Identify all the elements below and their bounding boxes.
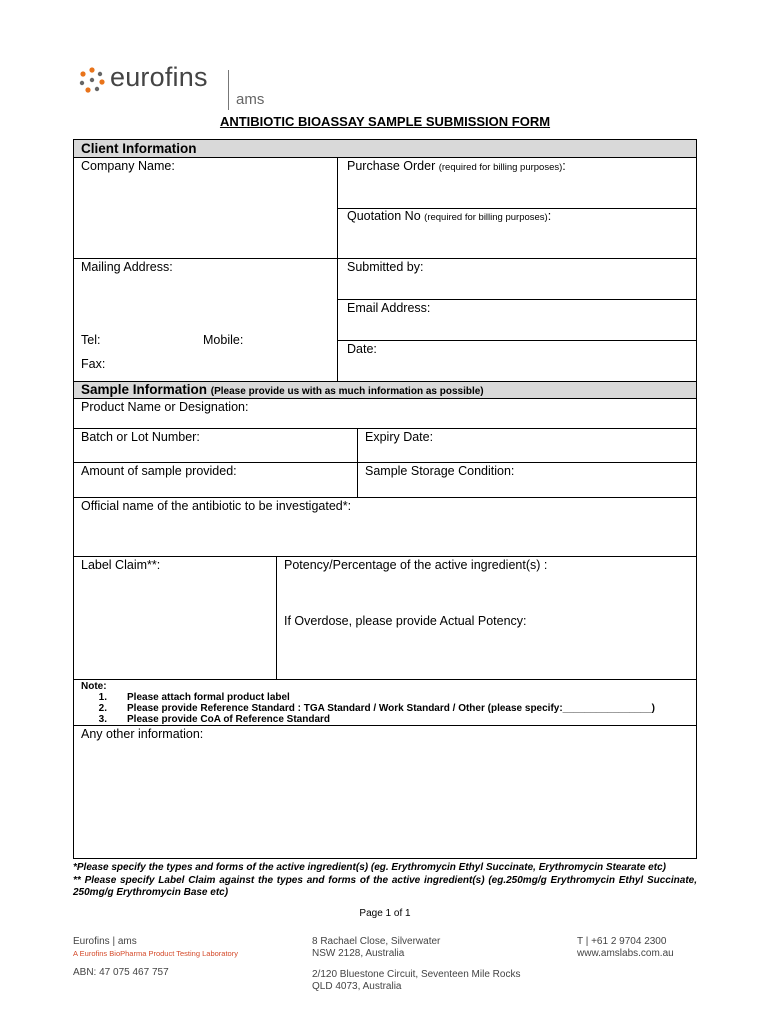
batch-label: Batch or Lot Number: [81,430,200,444]
footer-address2-line2: QLD 4073, Australia [312,981,402,992]
footer-website[interactable]: www.amslabs.com.au [577,948,674,959]
amount-label: Amount of sample provided: [81,464,237,478]
tel-label: Tel: [81,333,101,347]
expiry-label: Expiry Date: [365,430,434,444]
overdose-label: If Overdose, please provide Actual Potency: [284,614,527,628]
note-item: 1. Please attach formal product label [98,692,290,703]
footer-address1-line1: 8 Rachael Close, Silverwater [312,936,441,947]
form-title: ANTIBIOTIC BIOASSAY SAMPLE SUBMISSION FORM [219,114,551,129]
date-label: Date: [347,342,377,356]
footer-address2-line1: 2/120 Bluestone Circuit, Seventeen Mile Rocks [312,969,521,980]
logo-text: eurofins [110,62,208,92]
other-info-label: Any other information: [81,727,204,741]
sample-info-heading: Sample Information (Please provide us with as much information as possible) [81,382,484,397]
footnote-active-ingredient: *Please specify the types and forms of the active ingredient(s) (eg. Erythromycin Ethyl Succinate, Erythromycin Stearate etc) [73,862,666,873]
submitted-by-label: Submitted by: [347,260,424,274]
footer-phone: T | +61 2 9704 2300 [577,936,667,947]
footer-address1-line2: NSW 2128, Australia [312,948,405,959]
mailing-address-label: Mailing Address: [81,260,173,274]
footer-company: Eurofins | ams [73,936,137,947]
quotation-no-label: Quotation No (required for billing purposes): [347,209,552,223]
potency-label: Potency/Percentage of the active ingredient(s) : [284,558,548,572]
product-name-label: Product Name or Designation: [81,400,249,414]
purchase-order-label: Purchase Order (required for billing purposes): [347,159,566,173]
eurofins-dots-icon [78,66,106,94]
label-claim-label: Label Claim**: [81,558,161,572]
note-item: 2. Please provide Reference Standard : TGA Standard / Work Standard / Other (please specify:________________) [98,703,655,714]
footnote-label-claim: ** Please specify Label Claim against the types and forms of the active ingredient(s) (eg.250mg/g Erythromycin Ethyl Succinate, 250mg/g Erythromycin Base etc) [73,875,697,898]
page-number: Page 1 of 1 [359,908,411,919]
client-info-heading: Client Information [81,141,197,156]
note-item: 3. Please provide CoA of Reference Standard [98,714,331,725]
email-address-label: Email Address: [347,301,431,315]
note-heading: Note: [81,681,107,692]
logo-divider [228,70,229,110]
footer-tagline: A Eurofins BioPharma Product Testing Laboratory [73,949,238,958]
company-name-label: Company Name: [81,159,175,173]
footer-abn: ABN: 47 075 467 757 [73,967,169,978]
submission-form [73,139,697,859]
mobile-label: Mobile: [203,333,244,347]
logo-subtext: ams [236,91,265,108]
eurofins-logo [78,62,318,114]
storage-label: Sample Storage Condition: [365,464,515,478]
official-name-label: Official name of the antibiotic to be investigated*: [81,499,352,513]
fax-label: Fax: [81,357,106,371]
